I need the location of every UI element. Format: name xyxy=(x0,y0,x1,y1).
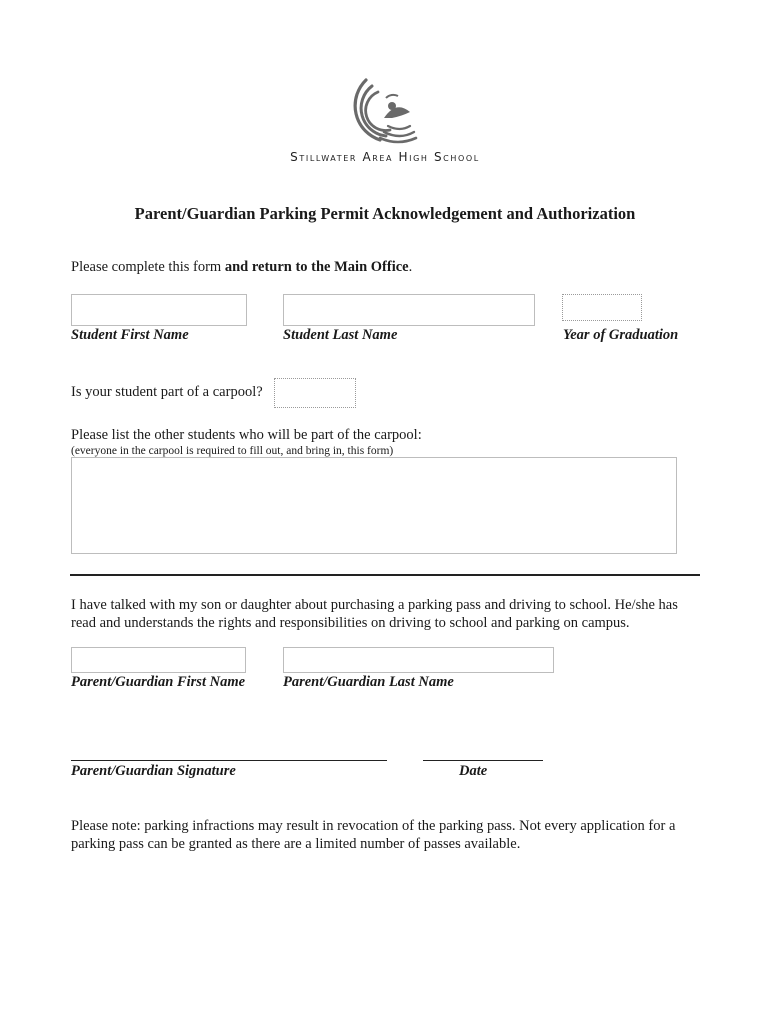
parking-note: Please note: parking infractions may result in revocation of the parking pass. Not every application for a parking pass can be granted as there are a limited number of passes available. xyxy=(71,818,676,852)
graduation-year-input[interactable] xyxy=(562,294,642,321)
form-title: Parent/Guardian Parking Permit Acknowledgement and Authorization xyxy=(134,204,636,223)
parent-first-name-label: Parent/Guardian First Name xyxy=(71,674,246,690)
intro-text xyxy=(71,258,412,276)
carpool-list-prompt: Please list the other students who will be part of the carpool: xyxy=(71,427,422,443)
signature-label: Parent/Guardian Signature xyxy=(71,763,236,779)
school-logo xyxy=(340,72,440,152)
intro-end: . xyxy=(408,259,413,275)
date-label: Date xyxy=(459,763,488,779)
acknowledgement-text: I have talked with my son or daughter about purchasing a parking pass and driving to school. He/she has read and understands the rights and responsibilities on driving to school and parking on campus. xyxy=(71,597,678,631)
school-name: Stillwater Area High School xyxy=(290,150,480,164)
graduation-year-label: Year of Graduation xyxy=(563,327,679,343)
carpool-list-note: (everyone in the carpool is required to fill out, and bring in, this form) xyxy=(71,445,394,457)
carpool-students-textarea[interactable] xyxy=(71,457,677,554)
parent-last-name-input[interactable] xyxy=(283,647,554,673)
signature-line[interactable] xyxy=(71,760,387,761)
parent-first-name-input[interactable] xyxy=(71,647,246,673)
student-last-name-input[interactable] xyxy=(283,294,535,326)
student-last-name-label: Student Last Name xyxy=(283,327,398,343)
carpool-question: Is your student part of a carpool? xyxy=(71,384,263,400)
intro-bold: and return to the Main Office xyxy=(224,259,409,275)
student-first-name-input[interactable] xyxy=(71,294,247,326)
date-line[interactable] xyxy=(423,760,543,761)
section-divider xyxy=(70,574,700,576)
carpool-answer-input[interactable] xyxy=(274,378,356,408)
parent-last-name-label: Parent/Guardian Last Name xyxy=(283,674,454,690)
intro-plain: Please complete this form xyxy=(71,259,225,275)
student-first-name-label: Student First Name xyxy=(71,327,189,343)
